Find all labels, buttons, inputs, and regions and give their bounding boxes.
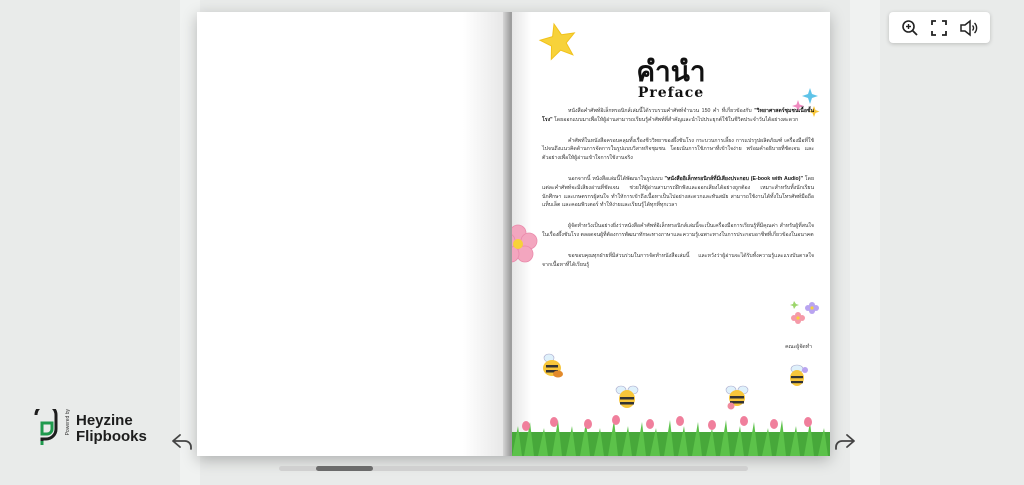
heyzine-logo-icon <box>32 409 62 449</box>
pink-flower-icon <box>512 224 538 264</box>
bee-icon <box>615 384 639 410</box>
preface-body <box>542 107 814 281</box>
bee-icon <box>785 364 809 390</box>
preface-paragraph-4: ผู้จัดทำหวังเป็นอย่างยิ่งว่าหนังสือคำศัพท์อิเล็กทรอนิกส์เล่มนี้จะเป็นเครื่องมือการเรียนรู้ที่มีคุณค่า สำหรับผู้ที่สนใจในเรื่องผึ้งชันโรง ตลอดจนผู้ที่ต้องการพัฒนาทักษะทางภาษาและความรู้เฉพาะทางในการประกอบอาชีพที่เกี่ยวข้องในอนาคต <box>542 223 814 238</box>
left-page-blank[interactable] <box>197 12 510 456</box>
flipbook <box>197 12 830 456</box>
bee-icon <box>725 384 749 410</box>
speaker-icon <box>959 19 979 37</box>
heyzine-brand[interactable] <box>32 409 147 449</box>
fullscreen-button[interactable] <box>928 17 950 39</box>
background-stripe <box>850 0 880 485</box>
next-page-button[interactable] <box>833 432 857 452</box>
brand-name: Heyzine Flipbooks <box>76 412 147 445</box>
previous-page-button[interactable] <box>170 432 194 452</box>
preface-paragraph-1: หนังสือคำศัพท์อิเล็กทรอนิกส์เล่มนี้ได้รวบรวมคำศัพท์จำนวน 150 คำ ที่เกี่ยวข้องกับ "วิทยาศาสตร์ชุมชนเนื้อชั้นโรง" โดยออกแบบมาเพื่อให้ผู้อ่านสามารถเรียนรู้คำศัพท์ที่สำคัญและนำไปประยุกต์ใช้ในชีวิตประจำวันได้อย่างสะดวก <box>542 108 814 123</box>
powered-by-label: Powered by <box>65 409 71 436</box>
viewer-toolbar <box>889 12 990 43</box>
fullscreen-icon <box>930 19 948 37</box>
zoom-in-button[interactable] <box>899 17 921 39</box>
preface-paragraph-2: คำศัพท์ในหนังสือครอบคลุมทั้งเรื่องชีววิทยาของผึ้งชันโรง กระบวนการเลี้ยง การแปรรูปผลิตภัณฑ์ เครื่องมือที่ใช้ ไปจนถึงแนวคิดด้านการจัดการในรูปแบบวิสาหกิจชุมชน โดยเน้นการใช้ภาษาที่เข้าใจง่าย พร้อมคำอธิบายที่ชัดเจน และตัวอย่างเพื่อให้ผู้อ่านเข้าใจการใช้งานจริง <box>542 137 814 162</box>
preface-paragraph-5: ขอขอบคุณทุกฝ่ายที่มีส่วนร่วมในการจัดทำหนังสือเล่มนี้ และหวังว่าผู้อ่านจะได้รับทั้งความรู้และแรงบันดาลใจจากเนื้อหาที่ได้เรียนรู้ <box>542 252 814 268</box>
signoff-text: คณะผู้จัดทำ <box>785 344 812 350</box>
page-subtitle: Preface <box>637 85 705 101</box>
page-title: คำนำ <box>636 55 706 88</box>
bee-icon <box>540 352 564 378</box>
right-page-preface[interactable] <box>512 12 830 456</box>
zoom-in-icon <box>901 19 919 37</box>
small-flowers-icon <box>790 297 822 327</box>
page-scrollbar[interactable] <box>279 466 748 471</box>
scrollbar-thumb[interactable] <box>316 466 373 471</box>
grass-flowers-border <box>512 410 830 456</box>
sound-button[interactable] <box>958 17 980 39</box>
preface-paragraph-3: นอกจากนี้ หนังสือเล่มนี้ได้พัฒนาในรูปแบบ "หนังสืออิเล็กทรอนิกส์ที่มีเสียงประกอบ (E-book with Audio)" โดยแต่ละคำศัพท์จะมีเสียงอ่านที่ชัดเจน ช่วยให้ผู้อ่านสามารถฝึกฟังและออกเสียงได้อย่างถูกต้อง เหมาะสำหรับทั้งนักเรียน นักศึกษา และเกษตรกรผู้สนใจ ทำให้การเข้าถึงเนื้อหาเป็นไปอย่างสะดวกและทันสมัย สามารถใช้งานได้ทั้งในโทรศัพท์มือถือ แท็บเล็ต และคอมพิวเตอร์ ทำให้ง่ายและเรียนรู้ได้ทุกที่ทุกเวลา <box>542 175 814 209</box>
